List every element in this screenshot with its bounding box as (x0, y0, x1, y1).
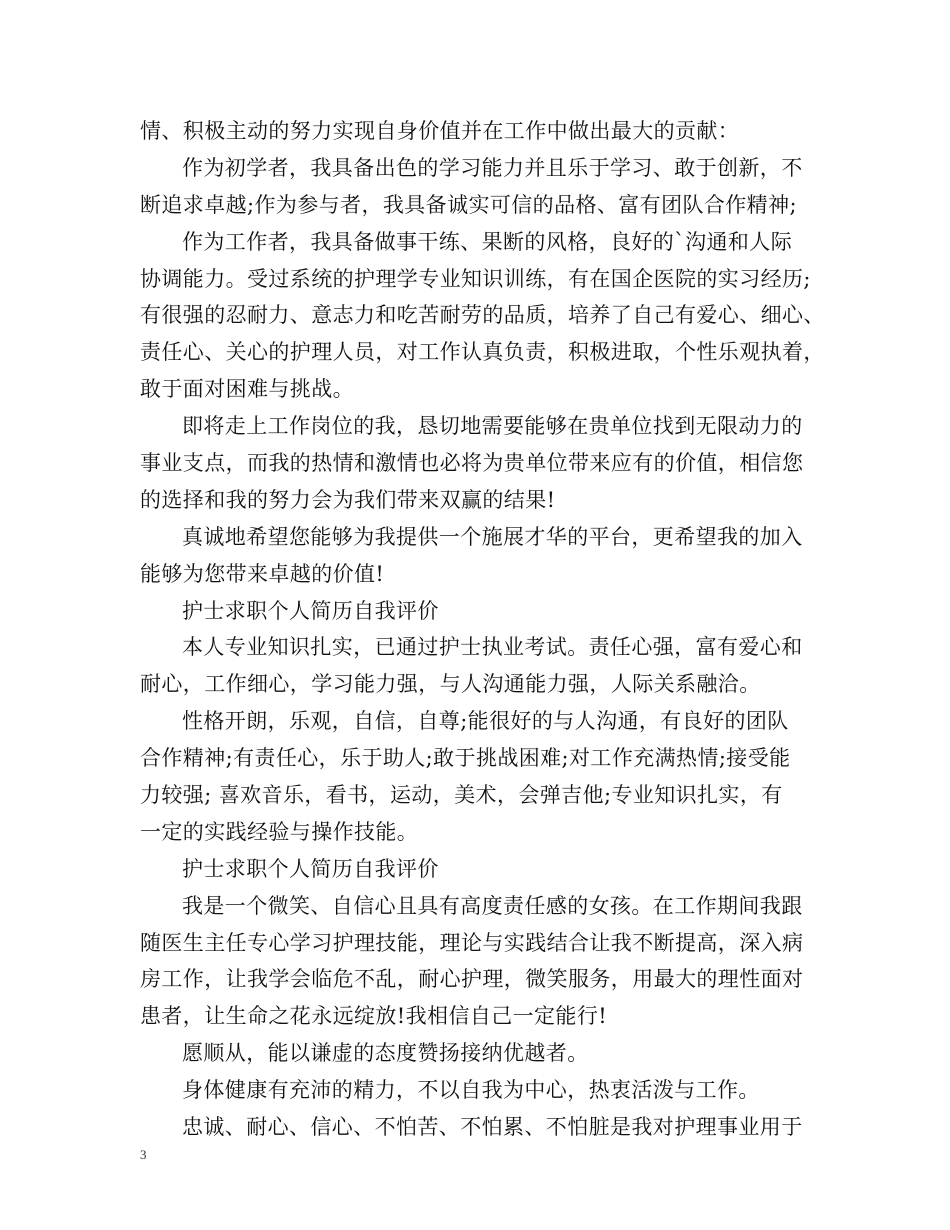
text-line: 我是一个微笑、自信心且具有高度责任感的女孩。在工作期间我跟 (182, 893, 803, 918)
text-line: 作为工作者，我具备做事干练、果断的风格，良好的`沟通和人际 (182, 229, 793, 254)
text-line: 耐心，工作细心，学习能力强，与人沟通能力强，人际关系融洽。 (140, 672, 761, 697)
text-line: 的选择和我的努力会为我们带来双赢的结果! (140, 487, 556, 512)
text-line: 能够为您带来卓越的价值! (140, 561, 385, 586)
page-number: 3 (140, 1147, 147, 1162)
text-line: 患者，让生命之花永远绽放!我相信自己一定能行! (140, 1004, 608, 1029)
text-line: 协调能力。受过系统的护理学专业知识训练，有在国企医院的实习经历; (140, 266, 811, 291)
text-line: 事业支点，而我的热情和激情也必将为贵单位带来应有的价值，相信您 (140, 451, 804, 476)
document-body (140, 113, 825, 1146)
text-line: 随医生主任专心学习护理技能，理论与实践结合让我不断提高，深入病 (140, 930, 804, 955)
text-line: 有很强的忍耐力、意志力和吃苦耐劳的品质，培养了自己有爱心、细心、 (140, 303, 825, 328)
text-line: 断追求卓越;作为参与者，我具备诚实可信的品格、富有团队合作精神; (140, 192, 797, 217)
section-heading: 护士求职个人简历自我评价 (182, 856, 439, 881)
text-line: 房工作，让我学会临危不乱，耐心护理，微笑服务，用最大的理性面对 (140, 967, 804, 992)
text-line: 责任心、关心的护理人员，对工作认真负责，积极进取，个性乐观执着， (140, 340, 825, 365)
text-line: 情、积极主动的努力实现自身价值并在工作中做出最大的贡献： (140, 119, 740, 143)
section-heading: 护士求职个人简历自我评价 (182, 598, 439, 623)
text-line: 身体健康有充沛的精力，不以自我为中心，热衷活泼与工作。 (182, 1078, 760, 1103)
text-line: 真诚地希望您能够为我提供一个施展才华的平台，更希望我的加入 (182, 524, 803, 549)
text-line: 力较强; 喜欢音乐，看书，运动，美术，会弹吉他;专业知识扎实，有 (140, 783, 783, 808)
text-line: 本人专业知识扎实，已通过护士执业考试。责任心强，富有爱心和 (182, 635, 803, 660)
text-line: 忠诚、耐心、信心、不怕苦、不怕累、不怕脏是我对护理事业用于 (182, 1115, 803, 1140)
text-line: 愿顺从，能以谦虚的态度赞扬接纳优越者。 (182, 1041, 589, 1066)
text-line: 性格开朗，乐观，自信，自尊;能很好的与人沟通，有良好的团队 (182, 709, 789, 734)
text-line: 即将走上工作岗位的我，恳切地需要能够在贵单位找到无限动力的 (182, 414, 803, 439)
text-line: 一定的实践经验与操作技能。 (140, 819, 419, 844)
text-line: 敢于面对困难与挑战。 (140, 377, 354, 402)
text-line: 作为初学者，我具备出色的学习能力并且乐于学习、敢于创新，不 (182, 155, 803, 180)
text-line: 合作精神;有责任心，乐于助人;敢于挑战困难;对工作充满热情;接受能 (140, 746, 791, 771)
